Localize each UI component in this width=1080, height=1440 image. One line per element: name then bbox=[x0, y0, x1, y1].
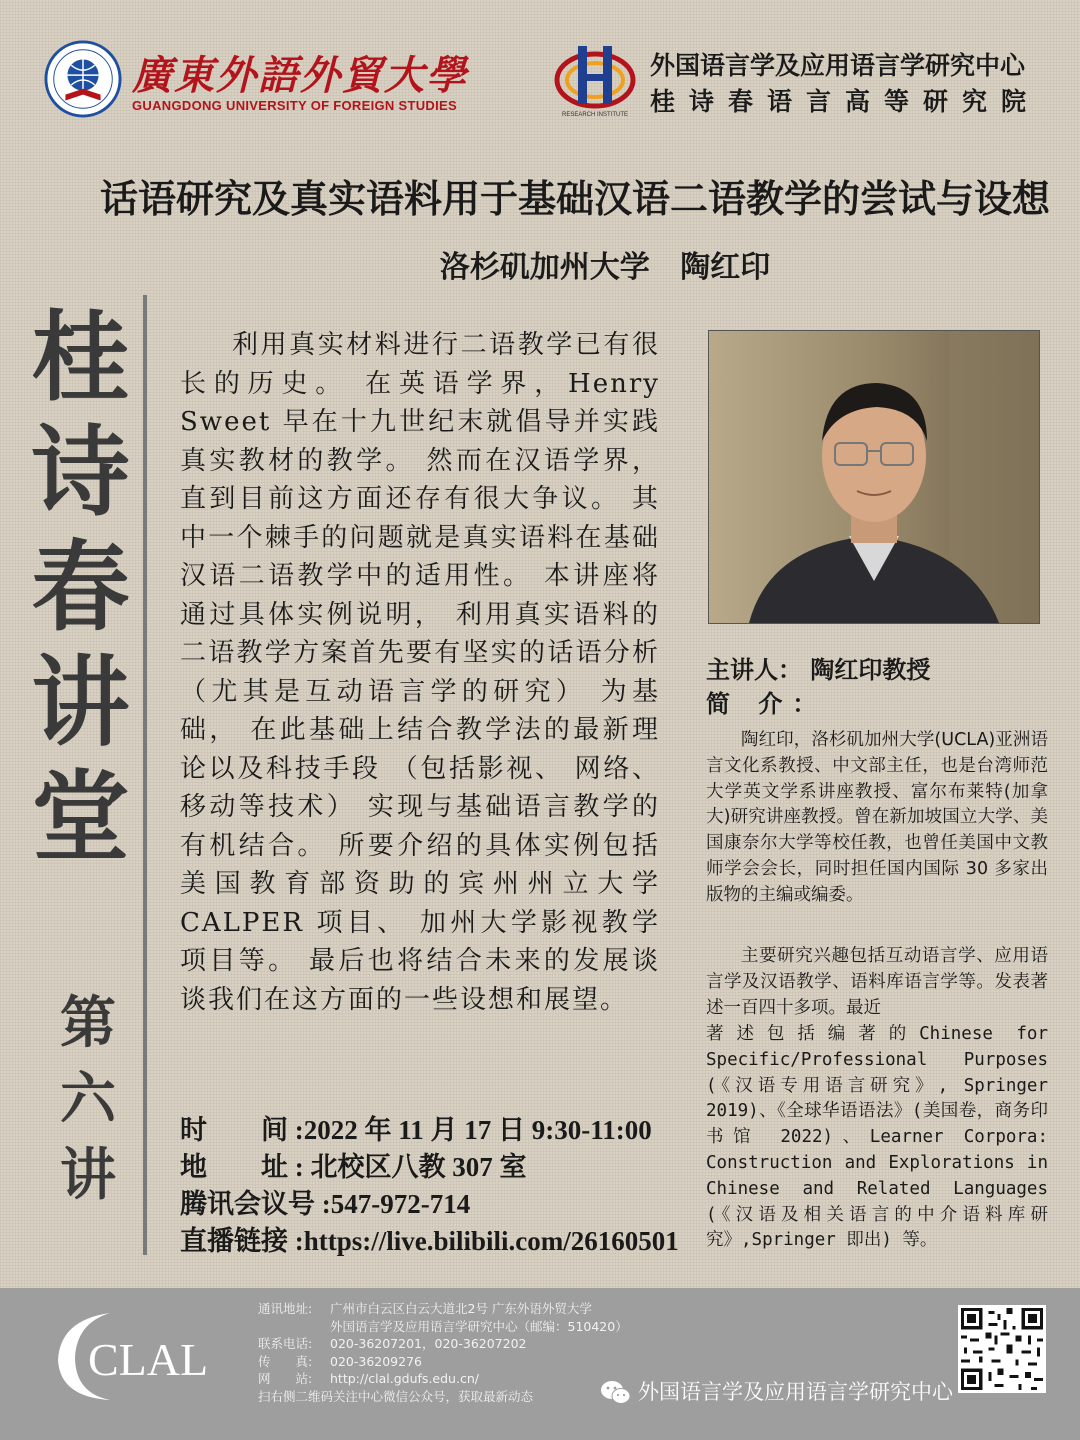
phone-label: 联系电话: bbox=[258, 1336, 313, 1351]
web-link[interactable]: http://clal.gdufs.edu.cn/ bbox=[330, 1371, 479, 1386]
qr-code-icon[interactable] bbox=[958, 1305, 1046, 1393]
lecture-number: 第六讲 bbox=[60, 990, 116, 1208]
fax-label: 传 真: bbox=[258, 1353, 313, 1369]
event-info bbox=[180, 1112, 680, 1260]
university-name-en: GUANGDONG UNIVERSITY OF FOREIGN STUDIES bbox=[132, 98, 457, 113]
phone-value: 020-36207201，020-36207202 bbox=[330, 1336, 527, 1351]
address-line2: 外国语言学及应用语言学研究中心（邮编：510420） bbox=[330, 1318, 628, 1334]
contact-info bbox=[258, 1300, 628, 1405]
fax-value: 020-36209276 bbox=[330, 1353, 422, 1369]
intro-label: 简 介： bbox=[706, 690, 827, 718]
clal-logo-icon bbox=[50, 1305, 209, 1405]
bio-paragraph-1: 陶红印，洛杉矶加州大学(UCLA)亚洲语言文化系教授、中文部主任，也是台湾师范大学英文学系讲座教授、富尔布莱特(加拿大)研究讲座教授。曾在新加坡国立大学、美国康奈尔大学等校任教，也曾任美国中文教师学会会长，同时担任国内国际 30 多家出版物的主编或编委。 bbox=[706, 730, 1048, 905]
wechat-icon bbox=[600, 1379, 632, 1407]
institute-name-line1: 外国语言学及应用语言学研究中心 bbox=[650, 51, 1026, 80]
meeting-id: 腾讯会议号 :547-972-714 bbox=[180, 1189, 471, 1219]
address-line1: 广州市白云区白云大道北2号 广东外语外贸大学 bbox=[330, 1301, 592, 1316]
web-label: 网 站: bbox=[258, 1371, 313, 1386]
wechat-account-name: 外国语言学及应用语言学研究中心 bbox=[638, 1380, 953, 1404]
svg-text:RESEARCH INSTITUTE: RESEARCH INSTITUTE bbox=[561, 112, 629, 118]
speaker-photo bbox=[708, 330, 1040, 624]
bio-paragraph-3: 著述包括编著的Chinese for Specific/Professional Purposes (《汉语专用语言研究》, Springer 2019)、《全球华语语法》(美国卷，商务印书馆 2022)、Learner Corpora: Construction and Explorations in Chinese and Related Languages (《汉语及相关语言的中介语料库研究》,Springer 即出) 等。 bbox=[706, 1024, 1048, 1251]
event-time: 时 间 :2022 年 11 月 17 日 9:30-11:00 bbox=[180, 1115, 652, 1145]
wechat-account bbox=[600, 1376, 953, 1407]
university-name-cn: 廣東外語外貿大學 bbox=[132, 52, 468, 99]
bio-paragraph-2: 主要研究兴趣包括互动语言学、应用语言学及汉语教学、语料库语言学等。发表著述一百四十多项。最近 bbox=[706, 946, 1048, 1018]
speaker-label: 主讲人： 陶红印教授 bbox=[706, 656, 931, 684]
live-link[interactable]: 直播链接 :https://live.bilibili.com/26160501 bbox=[180, 1226, 679, 1256]
abstract-text: 利用真实材料进行二语教学已有很长的历史。 在英语学界，Henry Sweet 早在十九世纪末就倡导并实践真实教材的教学。 然而在汉语学界， 直到目前这方面还存有很大争议。 其中一个棘手的问题就是真实语料在基础汉语二语教学中的适用性。 本讲座将通过具体实例说明， 利用真实语料的二语教学方案首先要有坚实的话语分析 （尤其是互动语言学的研究） 为基础， 在此基础上结合教学法的最新理论以及科技手段 （包括影视、 网络、 移动等技术） 实现与基础语言教学的有机结合。 所要介绍的具体实例包括美国教育部资助的宾州州立大学 CALPER 项目、 加州大学影视教学项目等。 最后也将结合未来的发展谈谈我们在这方面的一些设想和展望。 bbox=[180, 330, 660, 1015]
institute-logo-icon bbox=[550, 38, 640, 118]
speaker-affiliation: 洛杉矶加州大学 陶红印 bbox=[439, 250, 771, 285]
institute-name-line2: 桂诗春语言高等研究院 bbox=[650, 87, 1041, 116]
vertical-divider bbox=[143, 295, 147, 1255]
talk-title: 话语研究及真实语料用于基础汉语二语教学的尝试与设想 bbox=[99, 176, 1050, 221]
series-name: 桂诗春讲堂 bbox=[31, 300, 130, 875]
university-emblem-icon bbox=[44, 40, 122, 118]
event-place: 地 址 : 北校区八教 307 室 bbox=[180, 1152, 527, 1182]
clal-logo-text: CLAL bbox=[88, 1334, 209, 1385]
scan-note: 扫右侧二维码关注中心微信公众号，获取最新动态 bbox=[258, 1388, 534, 1404]
address-label: 通讯地址: bbox=[258, 1301, 313, 1316]
